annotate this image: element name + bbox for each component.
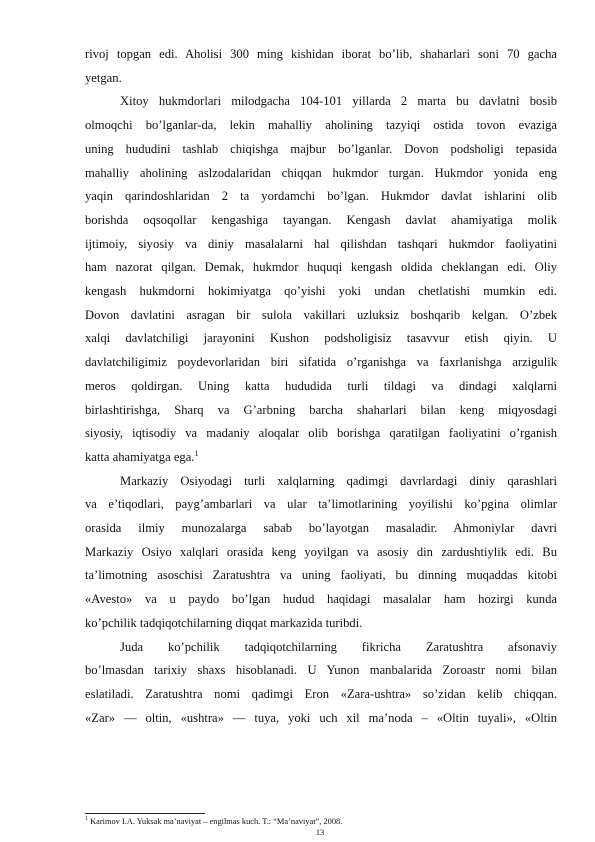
footnote-text: Karimov I.A. Yuksak ma’naviyat – engilmas kuch. T.: “Ma’naviyat”, 2008. [88,817,343,826]
text-line: orasida ilmiy munozalarga sabab bo’layotgan masaladir. Ahmoniylar davri [85,521,557,536]
text-line: rivoj topgan edi. Aholisi 300 ming kishidan iborat bo’lib, shaharlari soni 70 gacha [85,47,557,61]
text-line: ham nazorat qilgan. Demak, hukmdor huquqi kengash oldida cheklangan edi. Oliy [85,260,557,275]
footnote [85,816,557,827]
body-text [85,43,557,730]
text-line: Markaziy Osiyo xalqlari orasida keng yoyilgan va asosiy din zardushtiylik edi. Bu [85,544,557,559]
text-line: borishda oqsoqollar kengashiga tayangan. Kengash davlat ahamiyatiga molik [85,212,557,227]
text-line: «Avesto» va u paydo bo’lgan hudud haqidagi masalalar ham hozirgi kunda [85,592,557,607]
text-line: ta’limotning asoschisi Zaratushtra va uning faoliyati, bu dinning muqaddas kitobi [85,568,557,583]
text-line: uning hududini tashlab chiqishga majbur bo’lganlar. Dovon podsholigi tepasida [85,141,557,156]
text-line: Juda ko’pchilik tadqiqotchilarning fikricha Zaratushtra afsonaviy [120,639,557,654]
text-line: bo’lmasdan tarixiy shaxs hisoblanadi. U Yunon manbalarida Zoroastr nomi bilan [85,663,557,678]
text-line: ijtimoiy, siyosiy va diniy masalalarni hal qilishdan tashqari hukmdor faoliyatini [85,236,557,251]
text-line: yetgan. [85,70,122,85]
text-line: mahalliy aholining aslzodalaridan chiqqan hukmdor turgan. Hukmdor yonida eng [85,165,557,180]
footnote-marker: 1 [85,816,88,823]
text-line: Dovon davlatini asragan bir sulola vakillari uzluksiz boshqarib kelgan. O’zbek [85,307,557,322]
text-line: kengash hukmdorni hokimiyatga qo’yishi yoki undan chetlatishi mumkin edi. [85,284,557,299]
text-line: «Zar» — oltin, «ushtra» — tuya, yoki uch xil ma’noda – «Oltin tuyali», «Oltin [85,710,557,725]
text-line: va e’tiqodlari, payg’ambarlari va ular ta’limotlarining yoyilishi ko’pgina olimlar [85,497,557,512]
text-line: eslatiladi. Zaratushtra nomi qadimgi Eron «Zara-ushtra» so’zidan kelib chiqqan. [85,686,557,701]
text-line [85,446,557,470]
text-line: yaqin qarindoshlaridan 2 ta yordamchi bo’lgan. Hukmdor davlat ishlarini olib [85,189,557,204]
footnote-reference[interactable]: 1 [194,448,199,458]
footnote-separator [85,813,205,814]
text-line-content: katta ahamiyatga ega. [85,449,195,464]
page-number: 13 [315,828,325,837]
text-line: Markaziy Osiyodagi turli xalqlarning qadimgi davrlardagi diniy qarashlari [120,473,557,488]
text-line: Xitoy hukmdorlari milodgacha 104-101 yillarda 2 marta bu davlatni bosib [120,94,557,109]
text-line: meros qoldirgan. Uning katta hududida turli tildagi va dindagi xalqlarni [85,378,557,393]
text-line: xalqi davlatchiligi jarayonini Kushon podsholigisiz tasavvur etish qiyin. U [85,331,557,346]
text-line: olmoqchi bo’lganlar-da, lekin mahalliy aholining tazyiqi ostida tovon evaziga [85,118,557,133]
text-line: davlatchiligimiz poydevorlaridan biri sifatida o’rganishga va faxrlanishga arzigulik [85,355,557,370]
text-line: siyosiy, iqtisodiy va madaniy aloqalar olib borishga qaratilgan faoliyatini o’rganish [85,426,557,441]
text-line: ko’pchilik tadqiqotchilarning diqqat markazida turibdi. [85,615,363,630]
text-line: birlashtirishga, Sharq va G’arbning barcha shaharlari bilan keng miqyosdagi [85,402,557,417]
